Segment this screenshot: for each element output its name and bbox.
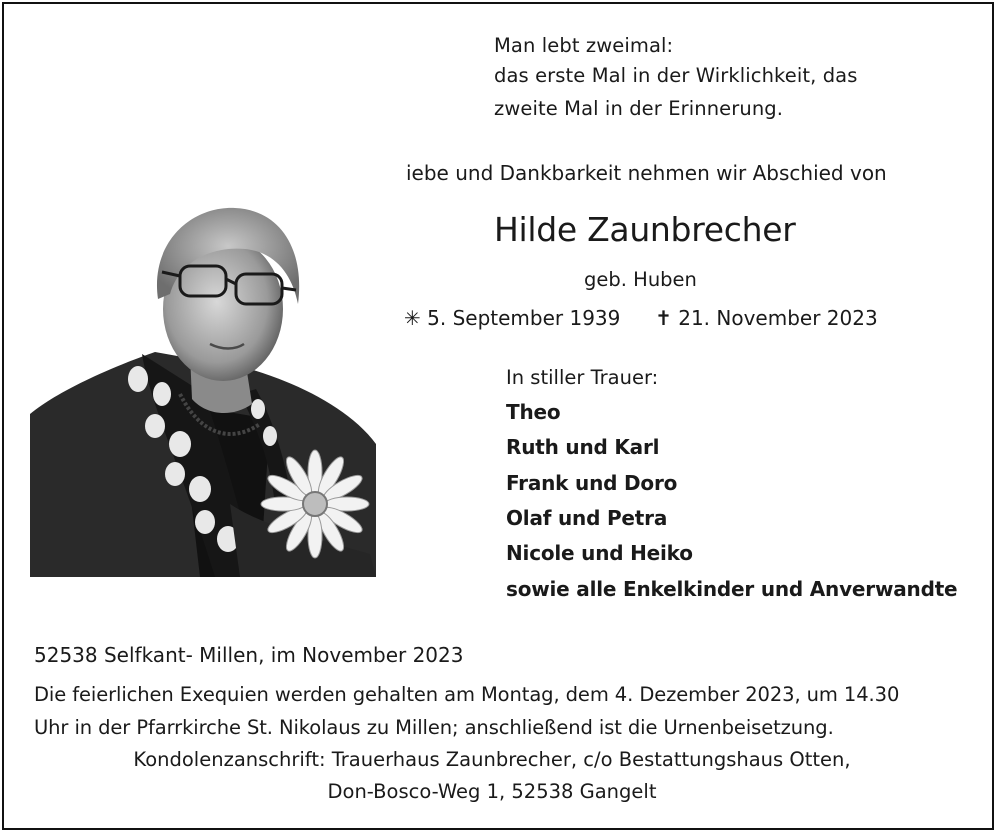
condolence-address-line-2: Don-Bosco-Weg 1, 52538 Gangelt	[327, 780, 657, 803]
place-and-date: 52538 Selfkant- Millen, im November 2023	[34, 643, 464, 667]
maiden-name: geb. Huben	[584, 268, 697, 291]
life-dates	[404, 306, 878, 330]
deceased-name: Hilde Zaunbrecher	[494, 210, 796, 249]
mourner-1: Theo	[506, 400, 561, 424]
mourner-4: Olaf und Petra	[506, 506, 668, 530]
mourner-3: Frank und Doro	[506, 471, 678, 495]
birth-star-icon: ✳	[404, 306, 421, 330]
exequies-line-1: Die feierlichen Exequien werden gehalten am Montag, dem 4. Dezember 2023, um 14.30	[34, 683, 900, 706]
death-cross-icon: ✝	[655, 306, 672, 330]
mourner-5: Nicole und Heiko	[506, 541, 693, 565]
exequies-line-2: Uhr in der Pfarrkirche St. Nikolaus zu Millen; anschließend ist die Urnenbeisetzung.	[34, 716, 834, 739]
motto-line-2: das erste Mal in der Wirklichkeit, das	[494, 64, 858, 87]
motto-line-3: zweite Mal in der Erinnerung.	[494, 97, 784, 120]
death-date: 21. November 2023	[678, 306, 878, 330]
motto-line-1: Man lebt zweimal:	[494, 34, 674, 57]
portrait-photo	[30, 204, 376, 577]
mourners-label: In stiller Trauer:	[506, 366, 659, 389]
mourner-2: Ruth und Karl	[506, 435, 660, 459]
intro-text: iebe und Dankbarkeit nehmen wir Abschied von	[404, 161, 887, 185]
condolence-address-line-1: Kondolenzanschrift: Trauerhaus Zaunbrecher, c/o Bestattungshaus Otten,	[133, 748, 851, 771]
mourner-6: sowie alle Enkelkinder und Anverwandte	[506, 577, 958, 601]
birth-date: 5. September 1939	[427, 306, 621, 330]
